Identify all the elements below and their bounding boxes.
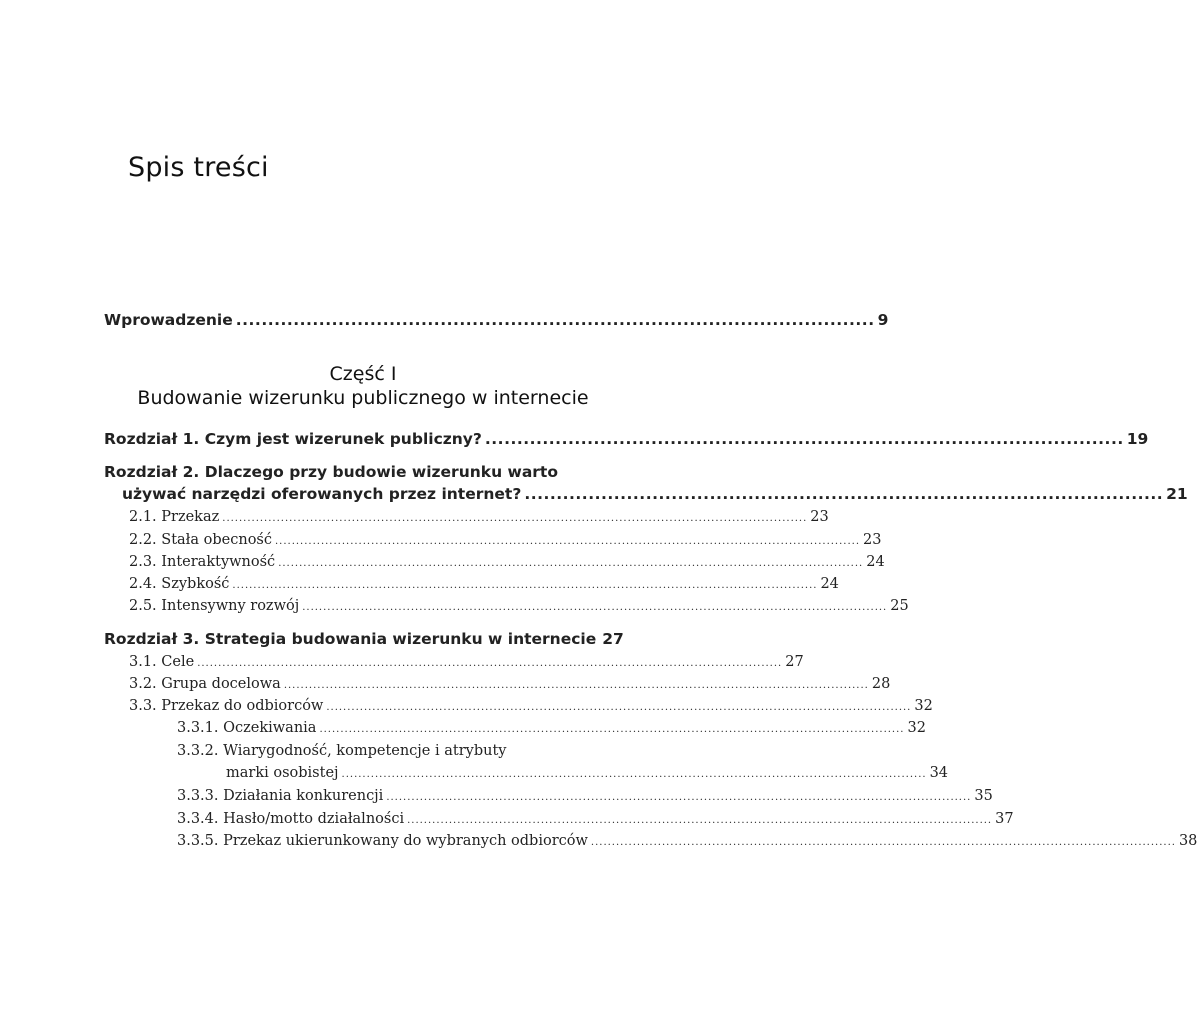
toc-page-number: 24 xyxy=(866,554,885,570)
toc-leader-dots: ............................................................................................................................................ xyxy=(197,658,783,669)
toc-page-number: 24 xyxy=(820,576,839,592)
toc-page-number: 25 xyxy=(890,598,909,614)
toc-entry-title: 3.3.1. Oczekiwania xyxy=(177,720,317,736)
toc-entry-title: Rozdział 3. Strategia budowania wizerunku w internecie xyxy=(104,630,597,648)
toc-leader-dots: ............................................................................................................................................ xyxy=(302,602,888,613)
toc-entry-chapter-2[interactable] xyxy=(122,485,1188,503)
toc-leader-dots: ............................................................................................................................................ xyxy=(232,580,818,591)
toc-leader-dots: ............................................................................................................................................ xyxy=(278,558,864,569)
toc-entry-section-2-3[interactable] xyxy=(129,554,885,570)
toc-leader-dots: ............................................................................................................................................ xyxy=(274,536,861,547)
toc-entry-title: 2.3. Interaktywność xyxy=(129,554,276,570)
toc-page-number: 34 xyxy=(929,765,949,781)
toc-page-number: 37 xyxy=(995,811,1014,827)
toc-leader-dots: .................................................................................................... xyxy=(484,430,1124,448)
toc-page-number: 21 xyxy=(1166,485,1188,503)
toc-entry-title: 2.5. Intensywny rozwój xyxy=(129,598,300,614)
toc-entry-subsection-3-3-5[interactable] xyxy=(177,833,1197,849)
part-title: Budowanie wizerunku publicznego w internecie xyxy=(137,387,589,409)
toc-page-number: 32 xyxy=(907,720,926,736)
toc-leader-dots: ............................................................................................................................................ xyxy=(407,815,993,826)
toc-entry-section-2-4[interactable] xyxy=(129,576,839,592)
toc-page-number: 27 xyxy=(602,630,624,648)
toc-entry-section-3-2[interactable] xyxy=(129,676,891,692)
toc-entry-title: 2.2. Stała obecność xyxy=(129,532,272,548)
toc-entry-section-3-3[interactable] xyxy=(129,698,933,714)
toc-entry-title: marki osobistej xyxy=(226,765,339,781)
toc-entry-title: 2.1. Przekaz xyxy=(129,509,220,525)
toc-entry-title: 3.3.3. Działania konkurencji xyxy=(177,788,384,804)
toc-entry-title: Wprowadzenie xyxy=(104,311,233,329)
toc-leader-dots: ............................................................................................................................................ xyxy=(222,513,808,524)
toc-entry-title: 3.3.5. Przekaz ukierunkowany do wybranych odbiorców xyxy=(177,833,588,849)
toc-page-number: 27 xyxy=(785,654,804,670)
toc-entry-title: 3.2. Grupa docelowa xyxy=(129,676,281,692)
toc-entry-subsection-3-3-4[interactable] xyxy=(177,811,1014,827)
toc-page-number: 9 xyxy=(877,311,889,329)
toc-entry-title: używać narzędzi oferowanych przez internet? xyxy=(122,485,522,503)
toc-leader-dots: .................................................................................................... xyxy=(235,311,875,329)
toc-entry-title: 3.3. Przekaz do odbiorców xyxy=(129,698,324,714)
toc-entry-title: 3.1. Cele xyxy=(129,654,195,670)
toc-page-number: 19 xyxy=(1126,430,1149,448)
toc-entry-chapter-3[interactable] xyxy=(104,630,622,648)
toc-leader-dots: ............................................................................................................................................ xyxy=(319,724,905,735)
toc-page-number: 35 xyxy=(974,788,993,804)
toc-leader-dots: ............................................................................................................................................ xyxy=(326,702,912,713)
toc-entry-subsection-3-3-2[interactable] xyxy=(226,765,949,781)
toc-page-number: 28 xyxy=(871,676,891,692)
toc-entry-section-2-5[interactable] xyxy=(129,598,909,614)
toc-entry-title: 3.3.4. Hasło/motto działalności xyxy=(177,811,405,827)
toc-entry-title: 2.4. Szybkość xyxy=(129,576,230,592)
toc-page-number: 38 xyxy=(1178,833,1197,849)
toc-page-number: 32 xyxy=(914,698,933,714)
toc-entry-title: Rozdział 1. Czym jest wizerunek publiczny? xyxy=(104,430,482,448)
toc-entry-chapter-2-line1[interactable]: Rozdział 2. Dlaczego przy budowie wizerunku warto xyxy=(104,463,558,481)
toc-entry-section-2-1[interactable] xyxy=(129,509,829,525)
toc-leader-dots: ............................................................................................................................................ xyxy=(283,680,869,691)
toc-entry-section-3-1[interactable] xyxy=(129,654,804,670)
part-label: Część I xyxy=(329,363,397,385)
toc-entry-intro[interactable] xyxy=(104,311,889,329)
page-title: Spis treści xyxy=(128,152,269,183)
toc-entry-subsection-3-3-2-line1[interactable]: 3.3.2. Wiarygodność, kompetencje i atrybuty xyxy=(177,743,507,759)
toc-entry-section-2-2[interactable] xyxy=(129,532,882,548)
toc-leader-dots: ............................................................................................................................................ xyxy=(341,769,927,780)
toc-leader-dots: .................................................................................................... xyxy=(524,485,1164,503)
toc-entry-chapter-1[interactable] xyxy=(104,430,1149,448)
toc-entry-subsection-3-3-3[interactable] xyxy=(177,788,993,804)
toc-page-number: 23 xyxy=(863,532,882,548)
toc-entry-subsection-3-3-1[interactable] xyxy=(177,720,926,736)
toc-leader-dots: ............................................................................................................................................ xyxy=(590,837,1176,848)
toc-leader-dots: ............................................................................................................................................ xyxy=(386,792,972,803)
toc-page-number: 23 xyxy=(810,509,829,525)
